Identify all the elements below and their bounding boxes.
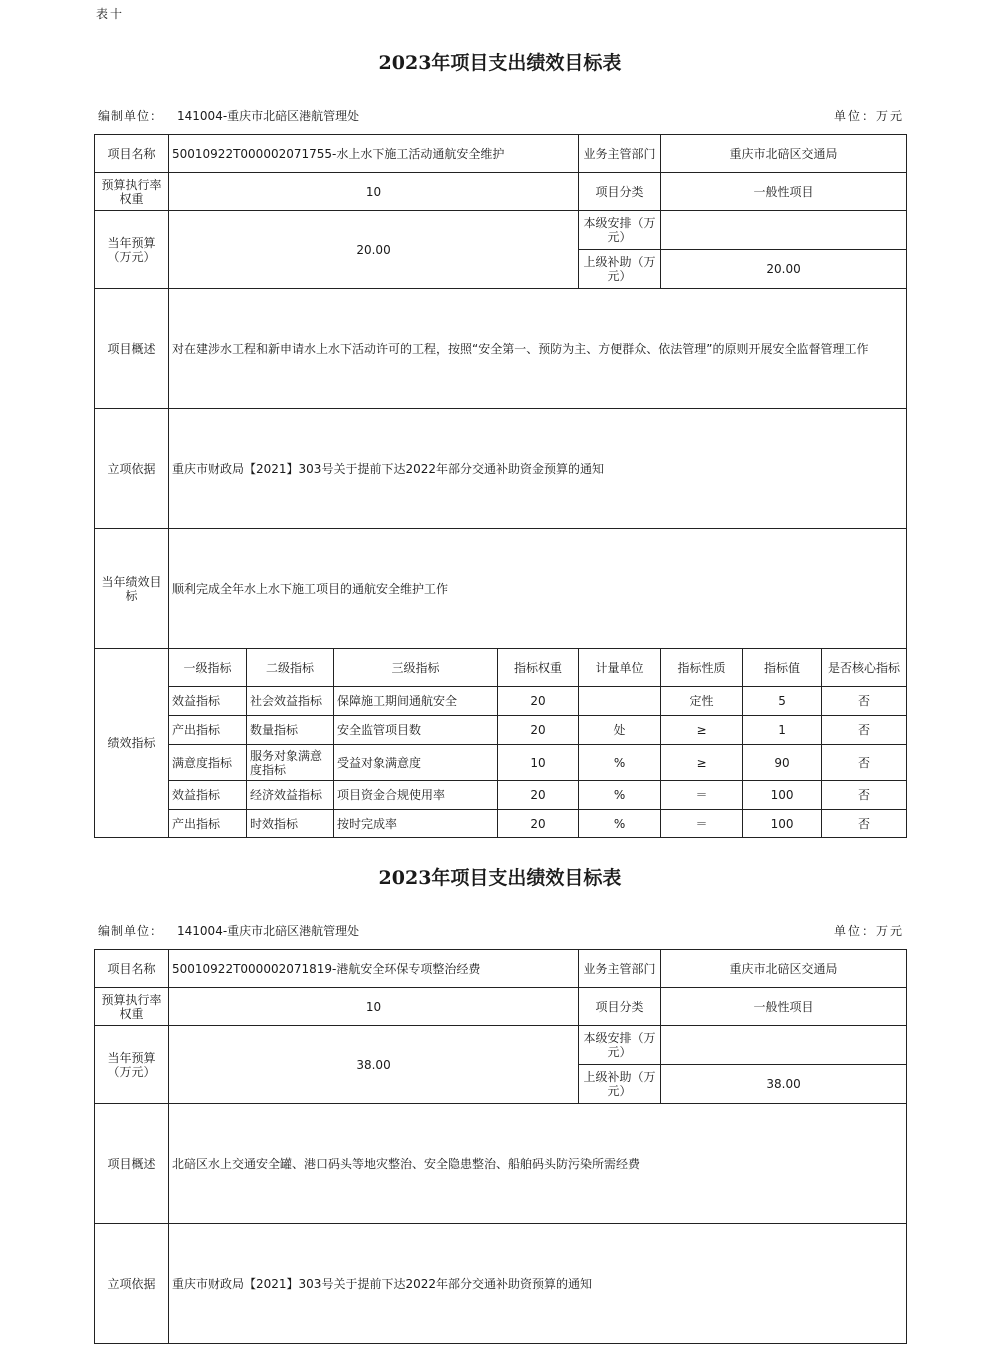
indicator-cell: ≥ (661, 745, 743, 781)
indicator-cell: 1 (743, 716, 822, 745)
indicator-cell: 定性 (661, 687, 743, 716)
org-info (98, 922, 359, 939)
indicator-cell: 效益指标 (169, 687, 247, 716)
local-value (661, 1026, 907, 1065)
basis-label: 立项依据 (95, 409, 169, 529)
indicator-cell: 满意度指标 (169, 745, 247, 781)
category-value: 一般性项目 (661, 988, 907, 1026)
indicator-cell: 90 (743, 745, 822, 781)
indicator-cell: 经济效益指标 (247, 781, 334, 810)
indicator-cell: 20 (498, 781, 579, 810)
indicator-header: 指标值 (743, 649, 822, 687)
subsidy-value: 38.00 (661, 1065, 907, 1104)
indicator-cell: 处 (579, 716, 661, 745)
category-label: 项目分类 (579, 173, 661, 211)
budget-label: 当年预算（万元） (95, 211, 169, 289)
indicator-header: 三级指标 (334, 649, 498, 687)
overview-label: 项目概述 (95, 1104, 169, 1224)
project-name-label: 项目名称 (95, 950, 169, 988)
indicator-header: 指标性质 (661, 649, 743, 687)
indicator-row (95, 781, 907, 810)
indicator-cell: 否 (822, 781, 907, 810)
basis-text: 重庆市财政局【2021】303号关于提前下达2022年部分交通补助资预算的通知 (169, 1224, 907, 1344)
indicator-row (95, 810, 907, 838)
indicator-cell: 20 (498, 716, 579, 745)
local-label: 本级安排（万元） (579, 211, 661, 250)
form-title: 2023年项目支出绩效目标表 (378, 867, 622, 889)
goal-label: 当年绩效目标 (95, 529, 169, 649)
project-name-label: 项目名称 (95, 135, 169, 173)
weight-label: 预算执行率权重 (95, 173, 169, 211)
overview-label: 项目概述 (95, 289, 169, 409)
indicator-cell: 100 (743, 781, 822, 810)
indicator-cell: % (579, 781, 661, 810)
indicator-cell: ＝ (661, 781, 743, 810)
indicator-cell: 社会效益指标 (247, 687, 334, 716)
indicator-cell: 20 (498, 687, 579, 716)
indicator-cell: % (579, 745, 661, 781)
form-title: 2023年项目支出绩效目标表 (378, 52, 622, 74)
dept-label: 业务主管部门 (579, 135, 661, 173)
indicator-cell: % (579, 810, 661, 838)
money-unit: 单位：万元 (833, 924, 904, 938)
performance-form-1 (94, 134, 907, 838)
indicator-cell: 否 (822, 745, 907, 781)
category-value: 一般性项目 (661, 173, 907, 211)
org-value: 141004-重庆市北碚区港航管理处 (177, 924, 360, 938)
indicator-cell: 安全监管项目数 (334, 716, 498, 745)
basis-label: 立项依据 (95, 1224, 169, 1344)
org-value: 141004-重庆市北碚区港航管理处 (177, 109, 360, 123)
local-label: 本级安排（万元） (579, 1026, 661, 1065)
indicator-cell: 产出指标 (169, 810, 247, 838)
weight-value: 10 (169, 988, 579, 1026)
subsidy-value: 20.00 (661, 250, 907, 289)
org-label: 编制单位： (98, 109, 164, 123)
indicator-cell: ＝ (661, 810, 743, 838)
overview-text: 对在建涉水工程和新申请水上水下活动许可的工程，按照“安全第一、预防为主、方便群众、依法管理”的原则开展安全监督管理工作 (169, 289, 907, 409)
weight-value: 10 (169, 173, 579, 211)
project-name-value: 50010922T000002071755-水上水下施工活动通航安全维护 (169, 135, 579, 173)
indicator-cell: 按时完成率 (334, 810, 498, 838)
indicator-cell: ≥ (661, 716, 743, 745)
indicator-cell (579, 687, 661, 716)
indicator-header: 计量单位 (579, 649, 661, 687)
indicator-cell: 5 (743, 687, 822, 716)
indicator-header: 指标权重 (498, 649, 579, 687)
subsidy-label: 上级补助（万元） (579, 250, 661, 289)
indicator-cell: 保障施工期间通航安全 (334, 687, 498, 716)
subsidy-label: 上级补助（万元） (579, 1065, 661, 1104)
indicator-cell: 项目资金合规使用率 (334, 781, 498, 810)
indicator-row (95, 687, 907, 716)
indicator-cell: 受益对象满意度 (334, 745, 498, 781)
indicator-cell: 10 (498, 745, 579, 781)
indicator-cell: 产出指标 (169, 716, 247, 745)
project-name-value: 50010922T000002071819-港航安全环保专项整治经费 (169, 950, 579, 988)
indicator-cell: 否 (822, 687, 907, 716)
org-info (98, 107, 359, 124)
budget-label: 当年预算（万元） (95, 1026, 169, 1104)
dept-value: 重庆市北碚区交通局 (661, 135, 907, 173)
indicator-header: 二级指标 (247, 649, 334, 687)
table-number-label: 表十 (96, 7, 125, 21)
goal-text: 顺利完成全年水上水下施工项目的通航安全维护工作 (169, 529, 907, 649)
weight-label: 预算执行率权重 (95, 988, 169, 1026)
performance-form-2 (94, 949, 907, 1344)
indicator-cell: 否 (822, 810, 907, 838)
indicator-cell: 时效指标 (247, 810, 334, 838)
local-value (661, 211, 907, 250)
indicator-cell: 否 (822, 716, 907, 745)
basis-text: 重庆市财政局【2021】303号关于提前下达2022年部分交通补助资金预算的通知 (169, 409, 907, 529)
indicator-row (95, 745, 907, 781)
overview-text: 北碚区水上交通安全罐、港口码头等地灾整治、安全隐患整治、船舶码头防污染所需经费 (169, 1104, 907, 1224)
indicator-row (95, 716, 907, 745)
budget-value: 38.00 (169, 1026, 579, 1104)
dept-label: 业务主管部门 (579, 950, 661, 988)
indicator-header: 一级指标 (169, 649, 247, 687)
indicator-cell: 20 (498, 810, 579, 838)
money-unit: 单位：万元 (833, 109, 904, 123)
indicator-header: 是否核心指标 (822, 649, 907, 687)
budget-value: 20.00 (169, 211, 579, 289)
org-label: 编制单位： (98, 924, 164, 938)
indicator-cell: 效益指标 (169, 781, 247, 810)
indicators-label: 绩效指标 (95, 649, 169, 838)
category-label: 项目分类 (579, 988, 661, 1026)
indicator-cell: 100 (743, 810, 822, 838)
indicator-cell: 服务对象满意度指标 (247, 745, 334, 781)
dept-value: 重庆市北碚区交通局 (661, 950, 907, 988)
indicator-cell: 数量指标 (247, 716, 334, 745)
